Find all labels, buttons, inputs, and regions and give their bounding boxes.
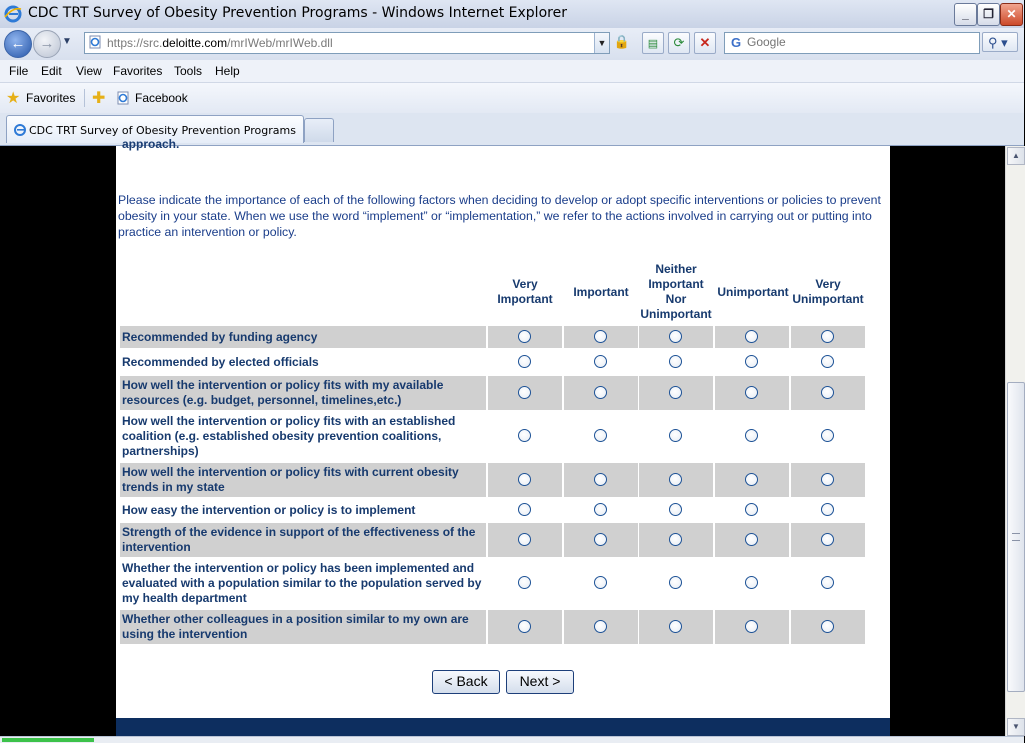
status-bar [0,736,1024,743]
address-url: https://src.deloitte.com/mrIWeb/mrIWeb.dll [107,36,333,50]
radio-important[interactable] [594,355,607,368]
option-cell [488,610,562,644]
option-cell [488,499,562,521]
radio-neither[interactable] [669,330,682,343]
option-cell [715,559,789,607]
next-button[interactable]: Next > [506,670,574,694]
table-row [120,351,866,373]
question-label: How well the intervention or policy fits with current obesity trends in my state [120,463,486,497]
table-row [120,559,866,607]
table-row [120,499,866,521]
previous-question-tail: approach. [122,137,180,151]
option-cell [564,351,638,373]
radio-very-important[interactable] [518,533,531,546]
radio-very-unimportant[interactable] [821,576,834,589]
add-favorite-icon[interactable]: ✚ [92,90,106,107]
vertical-scrollbar[interactable] [1005,146,1025,736]
option-cell [791,610,865,644]
radio-important[interactable] [594,576,607,589]
favorites-star-icon: ★ [6,90,21,107]
option-cell [564,326,638,348]
option-cell [791,499,865,521]
radio-important[interactable] [594,473,607,486]
radio-unimportant[interactable] [745,503,758,516]
option-cell [715,326,789,348]
menu-tools[interactable]: Tools [174,64,203,78]
navigation-toolbar [0,28,1024,60]
question-label: Recommended by elected officials [122,354,319,369]
option-cell [715,523,789,557]
radio-neither[interactable] [669,620,682,633]
option-cell [488,351,562,373]
option-cell [715,376,789,410]
favorites-divider [84,89,85,107]
question-label: Whether the intervention or policy has been implemented and evaluated with a population similar to the population served by my health department [122,560,482,605]
compat-icon: ▤ [647,38,659,50]
search-box[interactable] [724,32,980,54]
page-icon [88,35,102,49]
menu-file[interactable]: File [9,64,29,78]
radio-very-important[interactable] [518,473,531,486]
radio-unimportant[interactable] [745,355,758,368]
option-cell [488,523,562,557]
option-cell [488,463,562,497]
option-cell [564,499,638,521]
scroll-thumb[interactable] [1007,382,1025,692]
option-cell [564,463,638,497]
option-cell [639,559,713,607]
page-icon [13,123,27,137]
survey-page [116,137,890,736]
favorites-bar [0,83,1024,114]
radio-very-important[interactable] [518,620,531,633]
grip-icon [1012,533,1020,541]
radio-unimportant[interactable] [745,386,758,399]
radio-very-unimportant[interactable] [821,533,834,546]
radio-important[interactable] [594,503,607,516]
radio-very-important[interactable] [518,355,531,368]
option-cell [715,463,789,497]
radio-very-unimportant[interactable] [821,429,834,442]
option-cell [564,376,638,410]
option-cell [715,412,789,460]
address-dropdown-button[interactable] [594,33,609,53]
option-cell [639,610,713,644]
page-viewport [0,137,1005,736]
arrow-left-icon: ← [10,35,26,52]
question-label: Recommended by funding agency [120,326,486,348]
google-icon: G [730,35,742,50]
address-bar[interactable] [84,32,610,54]
radio-very-unimportant[interactable] [821,330,834,343]
compatibility-view-button[interactable] [642,32,664,54]
radio-very-important[interactable] [518,503,531,516]
chevron-up-icon: ▲ [1012,151,1020,160]
option-cell [639,463,713,497]
radio-unimportant[interactable] [745,473,758,486]
menu-view[interactable]: View [76,64,102,78]
window-title: CDC TRT Survey of Obesity Prevention Programs - Windows Internet Explorer [28,5,567,21]
radio-neither[interactable] [669,355,682,368]
option-cell [791,412,865,460]
question-label: How easy the intervention or policy is to implement [122,502,416,517]
header-unimportant: Unimportant [717,285,789,299]
footer-band [116,718,890,736]
radio-neither[interactable] [669,473,682,486]
table-row [120,610,866,644]
menu-favorites[interactable]: Favorites [113,64,163,78]
favorites-button[interactable]: Favorites [26,91,76,105]
option-cell [791,326,865,348]
tab-label: CDC TRT Survey of Obesity Prevention Programs [29,124,296,137]
option-cell [488,412,562,460]
radio-very-important[interactable] [518,386,531,399]
radio-very-important[interactable] [518,429,531,442]
radio-neither[interactable] [669,503,682,516]
chevron-down-icon: ▼ [597,38,607,48]
title-bar [0,0,1024,29]
table-row [120,463,866,497]
radio-unimportant[interactable] [745,429,758,442]
option-cell [564,610,638,644]
option-cell [564,412,638,460]
table-row [120,412,866,460]
question-label: How well the intervention or policy fits with an established coalition (e.g. established obesity prevention coalitions, partnerships) [122,413,456,458]
radio-neither[interactable] [669,429,682,442]
option-cell [791,376,865,410]
option-cell [639,326,713,348]
header-very-important: Very Important [497,277,553,306]
search-button[interactable] [982,32,1018,52]
search-icon: ⚲ ▾ [988,35,1008,50]
option-cell [715,499,789,521]
radio-neither[interactable] [669,386,682,399]
refresh-icon: ⟳ [673,35,685,50]
radio-very-unimportant[interactable] [821,503,834,516]
header-very-unimportant: Very Unimportant [792,277,864,306]
forward-nav-button[interactable] [33,30,61,58]
option-cell [488,326,562,348]
option-cell [715,610,789,644]
question-label: How well the intervention or policy fits with my available resources (e.g. budget, personnel, timelines,etc.) [120,376,486,410]
refresh-button[interactable] [668,32,690,54]
back-nav-button[interactable] [4,30,32,58]
radio-neither[interactable] [669,533,682,546]
option-cell [639,351,713,373]
chevron-down-icon: ▼ [1012,722,1020,731]
radio-important[interactable] [594,386,607,399]
close-button[interactable]: ✕ [1000,3,1023,26]
restore-button[interactable]: ❐ [977,3,1000,26]
radio-very-important[interactable] [518,576,531,589]
instructions-text: Please indicate the importance of each of the following factors when deciding to develop or adopt specific interventions or policies to prevent obesity in your state. When we use the word “implement” or “implementation,” we refer to the actions involved in carrying out or putting into practice an intervention or policy. [118,193,881,239]
favorite-link-facebook[interactable]: Facebook [135,91,188,105]
radio-important[interactable] [594,330,607,343]
scroll-up-button[interactable] [1007,147,1025,165]
stop-button[interactable] [694,32,716,54]
radio-very-unimportant[interactable] [821,620,834,633]
radio-important[interactable] [594,429,607,442]
option-cell [639,499,713,521]
new-tab-button[interactable] [304,118,334,142]
option-cell [564,523,638,557]
radio-important[interactable] [594,620,607,633]
header-neither: Neither Important Nor Unimportant [640,262,712,321]
question-label: Strength of the evidence in support of the effectiveness of the intervention [120,523,486,557]
radio-neither[interactable] [669,576,682,589]
table-row [120,376,866,410]
radio-unimportant[interactable] [745,533,758,546]
stop-icon: ✕ [699,35,711,50]
minimize-button[interactable]: _ [954,3,977,26]
option-cell [791,463,865,497]
menu-bar [0,60,1024,83]
radio-very-important[interactable] [518,330,531,343]
option-cell [639,523,713,557]
radio-very-unimportant[interactable] [821,473,834,486]
ie-logo-icon [4,5,22,23]
lock-icon[interactable]: 🔒 [613,34,631,49]
option-cell [488,376,562,410]
option-cell [564,559,638,607]
option-cell [791,559,865,607]
radio-very-unimportant[interactable] [821,355,834,368]
table-row [120,326,866,348]
header-important: Important [573,285,629,299]
radio-unimportant[interactable] [745,620,758,633]
table-row [120,523,866,557]
menu-edit[interactable]: Edit [41,64,62,78]
radio-unimportant[interactable] [745,576,758,589]
option-cell [488,559,562,607]
menu-help[interactable]: Help [215,64,240,78]
question-label: Whether other colleagues in a position similar to my own are using the intervention [120,610,486,644]
arrow-right-icon: → [39,35,55,52]
option-cell [791,523,865,557]
radio-unimportant[interactable] [745,330,758,343]
recent-pages-dropdown[interactable]: ▼ [62,36,72,47]
back-button[interactable]: < Back [432,670,500,694]
option-cell [639,376,713,410]
radio-very-unimportant[interactable] [821,386,834,399]
option-cell [639,412,713,460]
option-cell [715,351,789,373]
radio-important[interactable] [594,533,607,546]
page-icon [116,91,130,105]
status-progress [2,738,94,742]
scroll-down-button[interactable] [1007,718,1025,736]
option-cell [791,351,865,373]
search-input[interactable] [747,34,972,50]
